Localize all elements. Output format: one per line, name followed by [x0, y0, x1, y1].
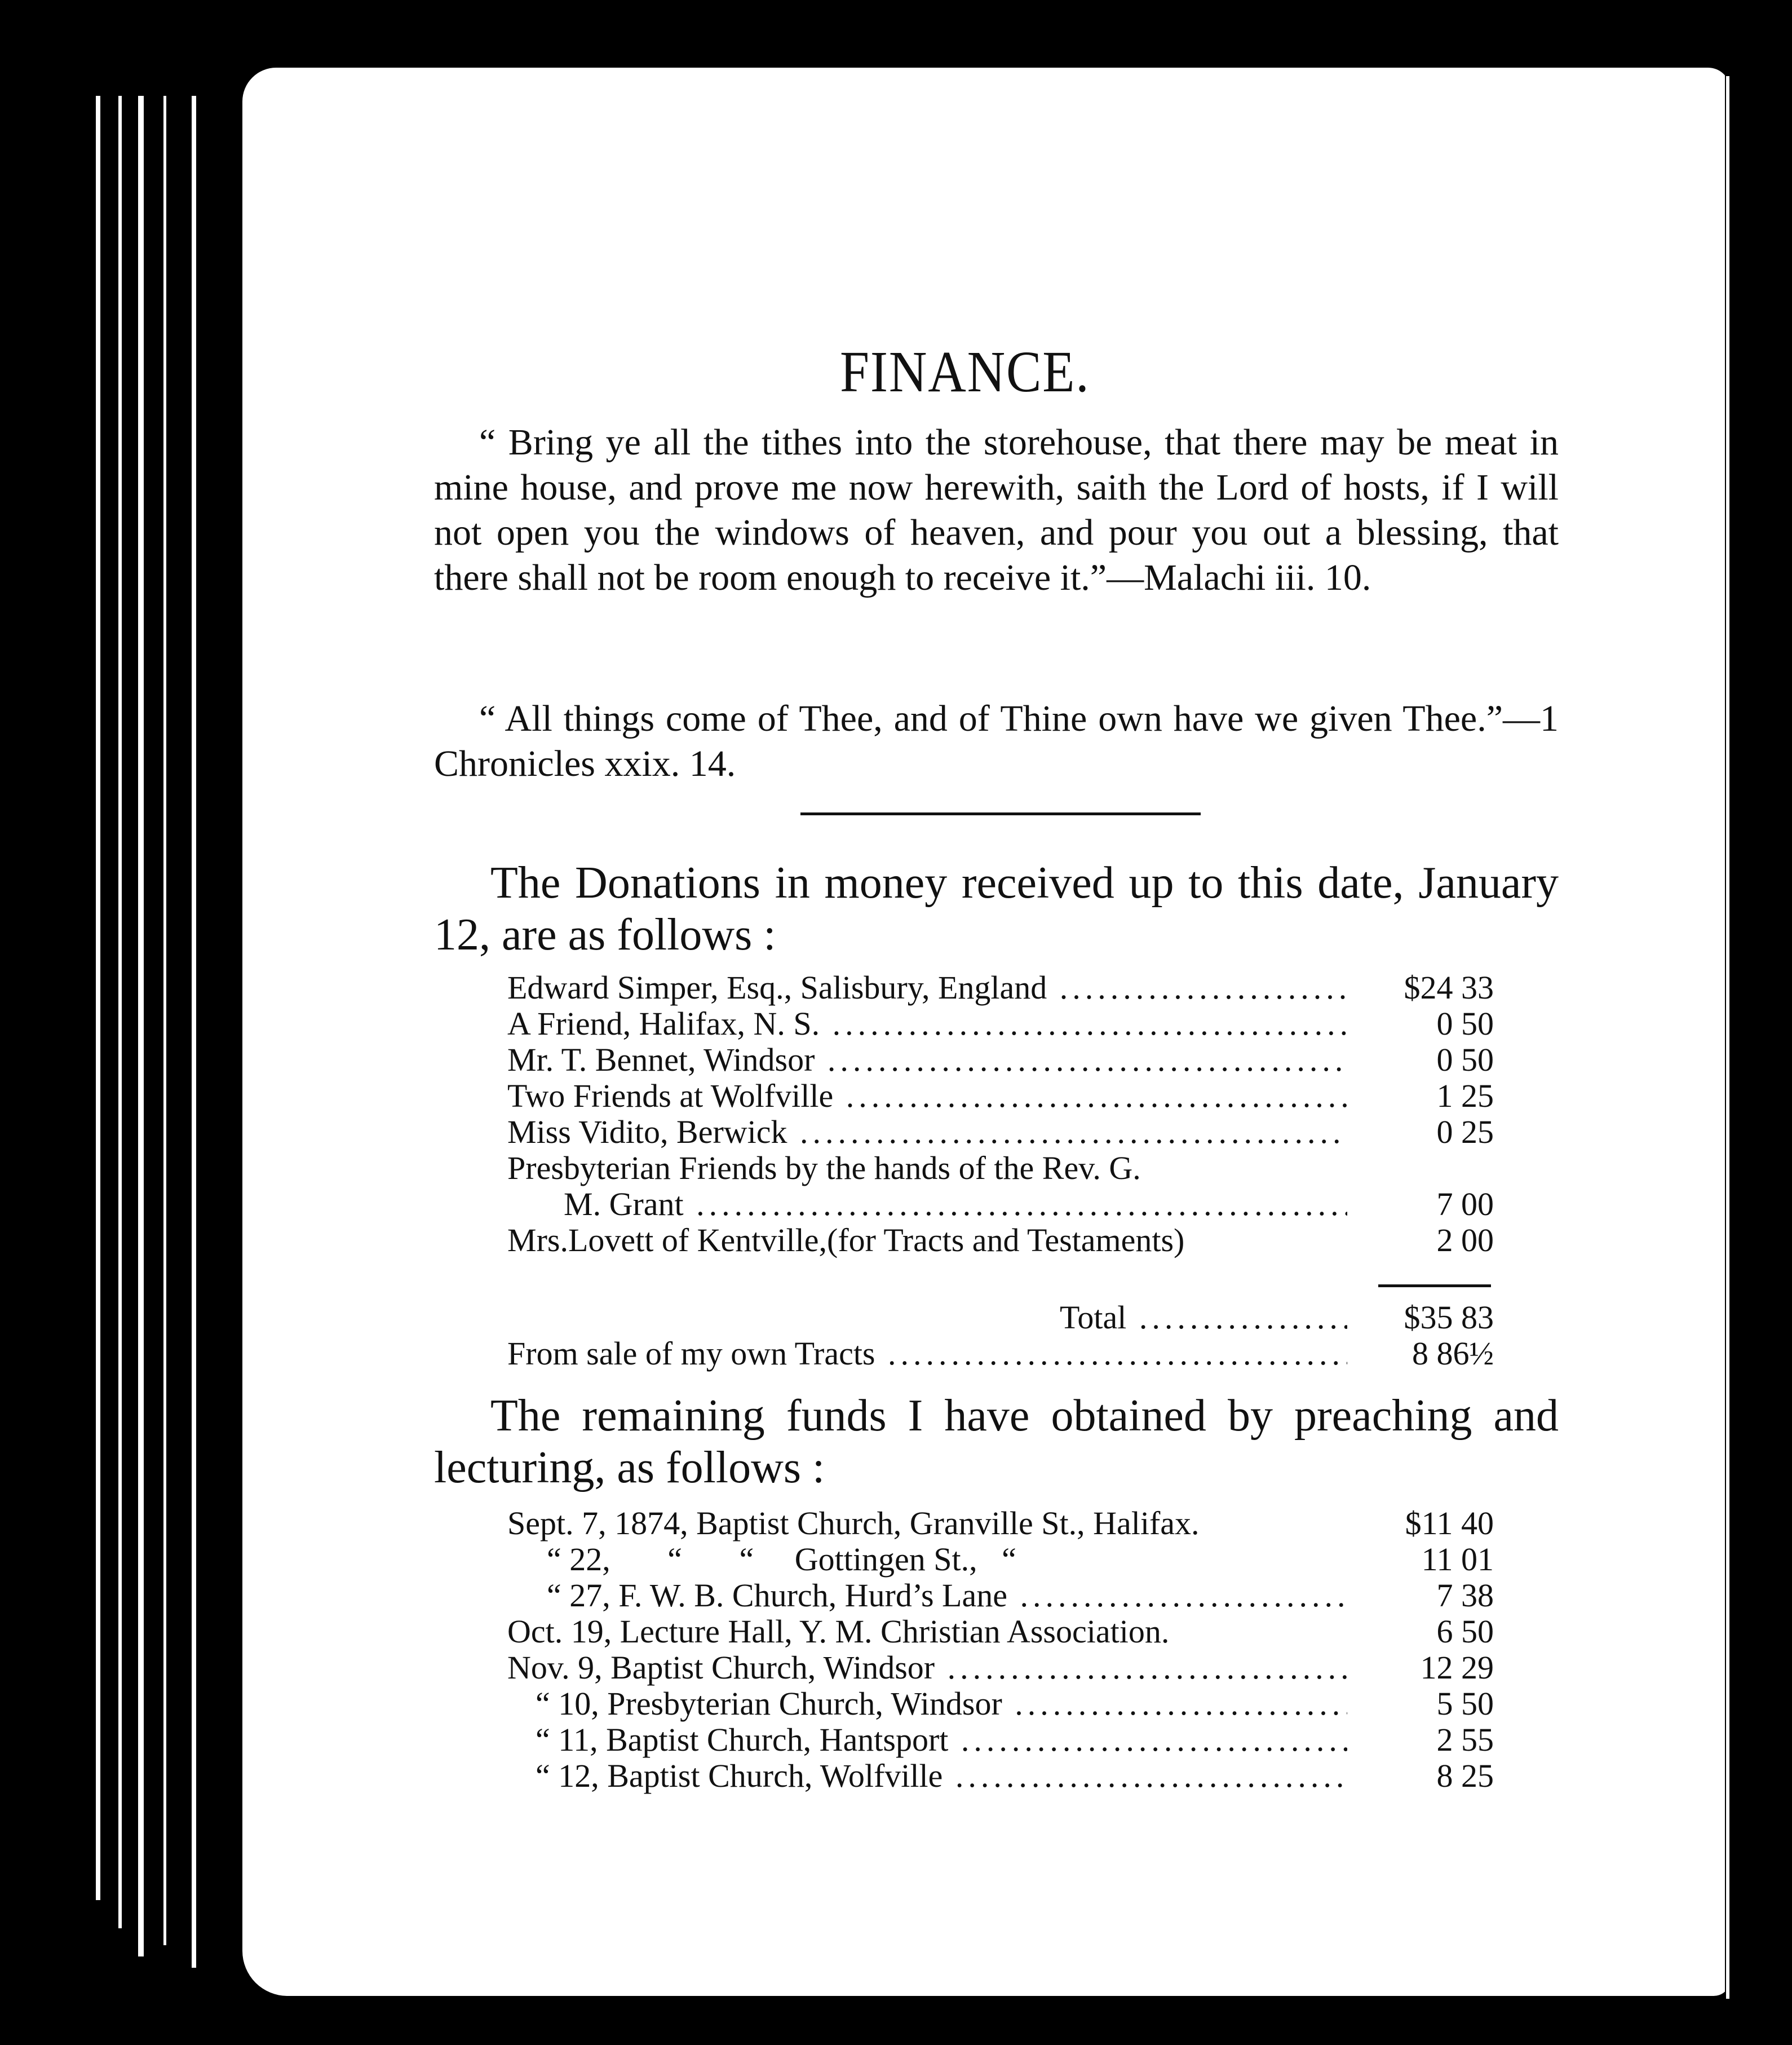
preaching-ledger — [507, 1505, 1494, 1794]
ledger-row — [507, 1505, 1494, 1542]
preaching-intro-text: The remaining funds I have obtained by preaching and lecturing, as follows : — [434, 1391, 1559, 1492]
donations-ledger — [507, 970, 1494, 1258]
total-row — [507, 1300, 1494, 1336]
donor-name: Mr. T. Bennet, Windsor ..... — [507, 1042, 1347, 1078]
total-label: Total ..... — [1060, 1300, 1347, 1336]
event-description: “ 11, Baptist Church, Hantsport ..... — [536, 1722, 1347, 1758]
total-rule — [1378, 1284, 1491, 1287]
donation-amount: 0 50 — [1436, 1041, 1494, 1078]
donation-amount: 7 00 — [1436, 1186, 1494, 1222]
section-divider — [800, 812, 1201, 815]
event-amount: 5 50 — [1436, 1685, 1494, 1722]
event-amount: 8 25 — [1436, 1757, 1494, 1794]
ledger-row — [507, 1722, 1494, 1758]
ledger-row — [507, 970, 1494, 1006]
donor-name: Two Friends at Wolfville ..... — [507, 1078, 1347, 1114]
event-amount: 12 29 — [1420, 1649, 1494, 1686]
ledger-row — [507, 1222, 1494, 1258]
donation-amount: 1 25 — [1436, 1077, 1494, 1114]
verse-text: “ All things come of Thee, and of Thine own have we given Thee.”—1 Chronicles xxix. 14. — [434, 698, 1559, 784]
verse-chronicles — [434, 696, 1559, 787]
verse-malachi — [434, 420, 1559, 600]
ledger-row — [507, 1686, 1494, 1722]
tracts-label: From sale of my own Tracts ..... — [507, 1336, 1347, 1372]
book-binding — [85, 96, 254, 1973]
event-amount: 2 55 — [1436, 1721, 1494, 1758]
ledger-row — [507, 1542, 1494, 1578]
ledger-row — [507, 1078, 1494, 1114]
ledger-row — [507, 1186, 1494, 1222]
ledger-row — [507, 1650, 1494, 1686]
donation-amount: $24 33 — [1404, 969, 1494, 1006]
tracts-amount: 8 86½ — [1412, 1335, 1494, 1372]
ledger-row — [507, 1114, 1494, 1150]
tracts-row — [507, 1336, 1494, 1372]
ledger-row — [507, 1614, 1494, 1650]
page-right-edge-line — [1726, 76, 1729, 1999]
donation-amount: 0 25 — [1436, 1114, 1494, 1150]
event-description: Oct. 19, Lecture Hall, Y. M. Christian Association. — [507, 1614, 1170, 1650]
total-amount: $35 83 — [1404, 1299, 1494, 1336]
event-amount: 11 01 — [1421, 1541, 1494, 1578]
donor-name: Presbyterian Friends by the hands of the Rev. G. — [507, 1150, 1141, 1186]
event-amount: 6 50 — [1436, 1613, 1494, 1650]
ledger-row — [507, 1042, 1494, 1078]
donations-intro-text: The Donations in money received up to this date, January 12, are as follows : — [434, 858, 1559, 960]
donations-intro — [434, 857, 1559, 961]
page-title: FINANCE. — [840, 339, 1090, 404]
donor-name: Edward Simper, Esq., Salisbury, England ..... — [507, 970, 1347, 1006]
totals-ledger — [507, 1300, 1494, 1372]
event-description: “ 10, Presbyterian Church, Windsor ..... — [536, 1686, 1347, 1722]
event-amount: $11 40 — [1405, 1505, 1494, 1542]
ledger-row — [507, 1150, 1494, 1186]
event-description: “ 22, “ “ Gottingen St., “ — [547, 1542, 1016, 1578]
verse-text: “ Bring ye all the tithes into the storehouse, that there may be meat in mine house, and prove me now herewith, saith the Lord of hosts, if I will not open you the windows of heaven, and pour you out a blessing, that there shall not be room enough to receive it.”—Malachi iii. 10. — [434, 422, 1559, 598]
event-description: “ 27, F. W. B. Church, Hurd’s Lane ..... — [547, 1578, 1347, 1614]
event-description: Sept. 7, 1874, Baptist Church, Granville St., Halifax. — [507, 1505, 1200, 1542]
preaching-intro — [434, 1390, 1559, 1494]
ledger-row — [507, 1578, 1494, 1614]
page-right-edge — [1725, 68, 1792, 2002]
event-description: Nov. 9, Baptist Church, Windsor ..... — [507, 1650, 1347, 1686]
donor-name: Mrs.Lovett of Kentville,(for Tracts and Testaments) — [507, 1222, 1185, 1258]
donor-name: Miss Vidito, Berwick ..... — [507, 1114, 1347, 1150]
donor-name: M. Grant ..... — [564, 1186, 1347, 1222]
event-description: “ 12, Baptist Church, Wolfville ..... — [536, 1758, 1347, 1794]
ledger-row — [507, 1758, 1494, 1794]
donation-amount: 0 50 — [1436, 1005, 1494, 1042]
ledger-row — [507, 1006, 1494, 1042]
donation-amount: 2 00 — [1436, 1222, 1494, 1258]
event-amount: 7 38 — [1436, 1577, 1494, 1614]
donor-name: A Friend, Halifax, N. S. ..... — [507, 1006, 1347, 1042]
